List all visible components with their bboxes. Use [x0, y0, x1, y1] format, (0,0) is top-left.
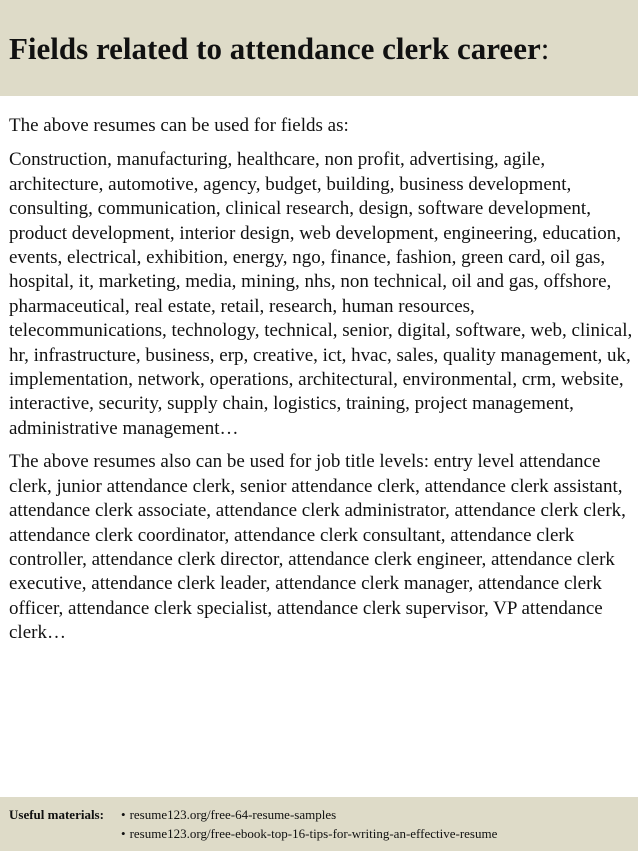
useful-material-item — [121, 825, 497, 844]
bullet-icon: • — [121, 826, 126, 841]
useful-material-link[interactable]: resume123.org/free-64-resume-samples — [129, 807, 337, 822]
fields-intro: The above resumes can be used for fields as: — [9, 115, 349, 136]
useful-materials-separator: : — [99, 807, 104, 822]
useful-material-link[interactable]: resume123.org/free-ebook-top-16-tips-for-writing-an-effective-resume — [129, 826, 498, 841]
footer-bar — [0, 797, 638, 851]
header-bar — [0, 0, 638, 96]
bullet-icon: • — [121, 807, 126, 822]
page-title-colon: : — [540, 31, 550, 66]
useful-materials-list — [121, 806, 497, 844]
useful-materials-label — [9, 806, 104, 824]
page-title-text: Fields related to attendance clerk career — [9, 31, 541, 66]
fields-list-paragraph: Construction, manufacturing, healthcare, non profit, advertising, agile, architecture, automotive, agency, budget, building, business development, consulting, communication, clinical research, design, software development, product development, interior design, web development, engineering, education, events, electrical, exhibition, energy, ngo, finance, fashion, green card, oil gas, hospital, it, marketing, media, mining, nhs, non technical, oil and gas, offshore, pharmaceutical, real estate, retail, research, human resources, telecommunications, technology, technical, senior, digital, software, web, clinical, hr, infrastructure, business, erp, creative, ict, hvac, sales, quality management, uk, implementation, network, operations, architectural, environmental, crm, website, interactive, security, supply chain, logistics, training, project management, administrative management… — [9, 149, 633, 439]
useful-material-item — [121, 806, 497, 825]
job-levels-paragraph: The above resumes also can be used for job title levels: entry level attendance clerk, junior attendance clerk, senior attendance clerk, attendance clerk assistant, attendance clerk associate, attendance clerk administrator, attendance clerk clerk, attendance clerk coordinator, attendance clerk consultant, attendance clerk controller, attendance clerk director, attendance clerk engineer, attendance clerk executive, attendance clerk leader, attendance clerk manager, attendance clerk officer, attendance clerk specialist, attendance clerk supervisor, VP attendance clerk… — [9, 451, 626, 644]
page-title — [9, 30, 549, 68]
useful-materials-label-text: Useful materials — [9, 807, 100, 822]
main-content — [9, 114, 634, 655]
